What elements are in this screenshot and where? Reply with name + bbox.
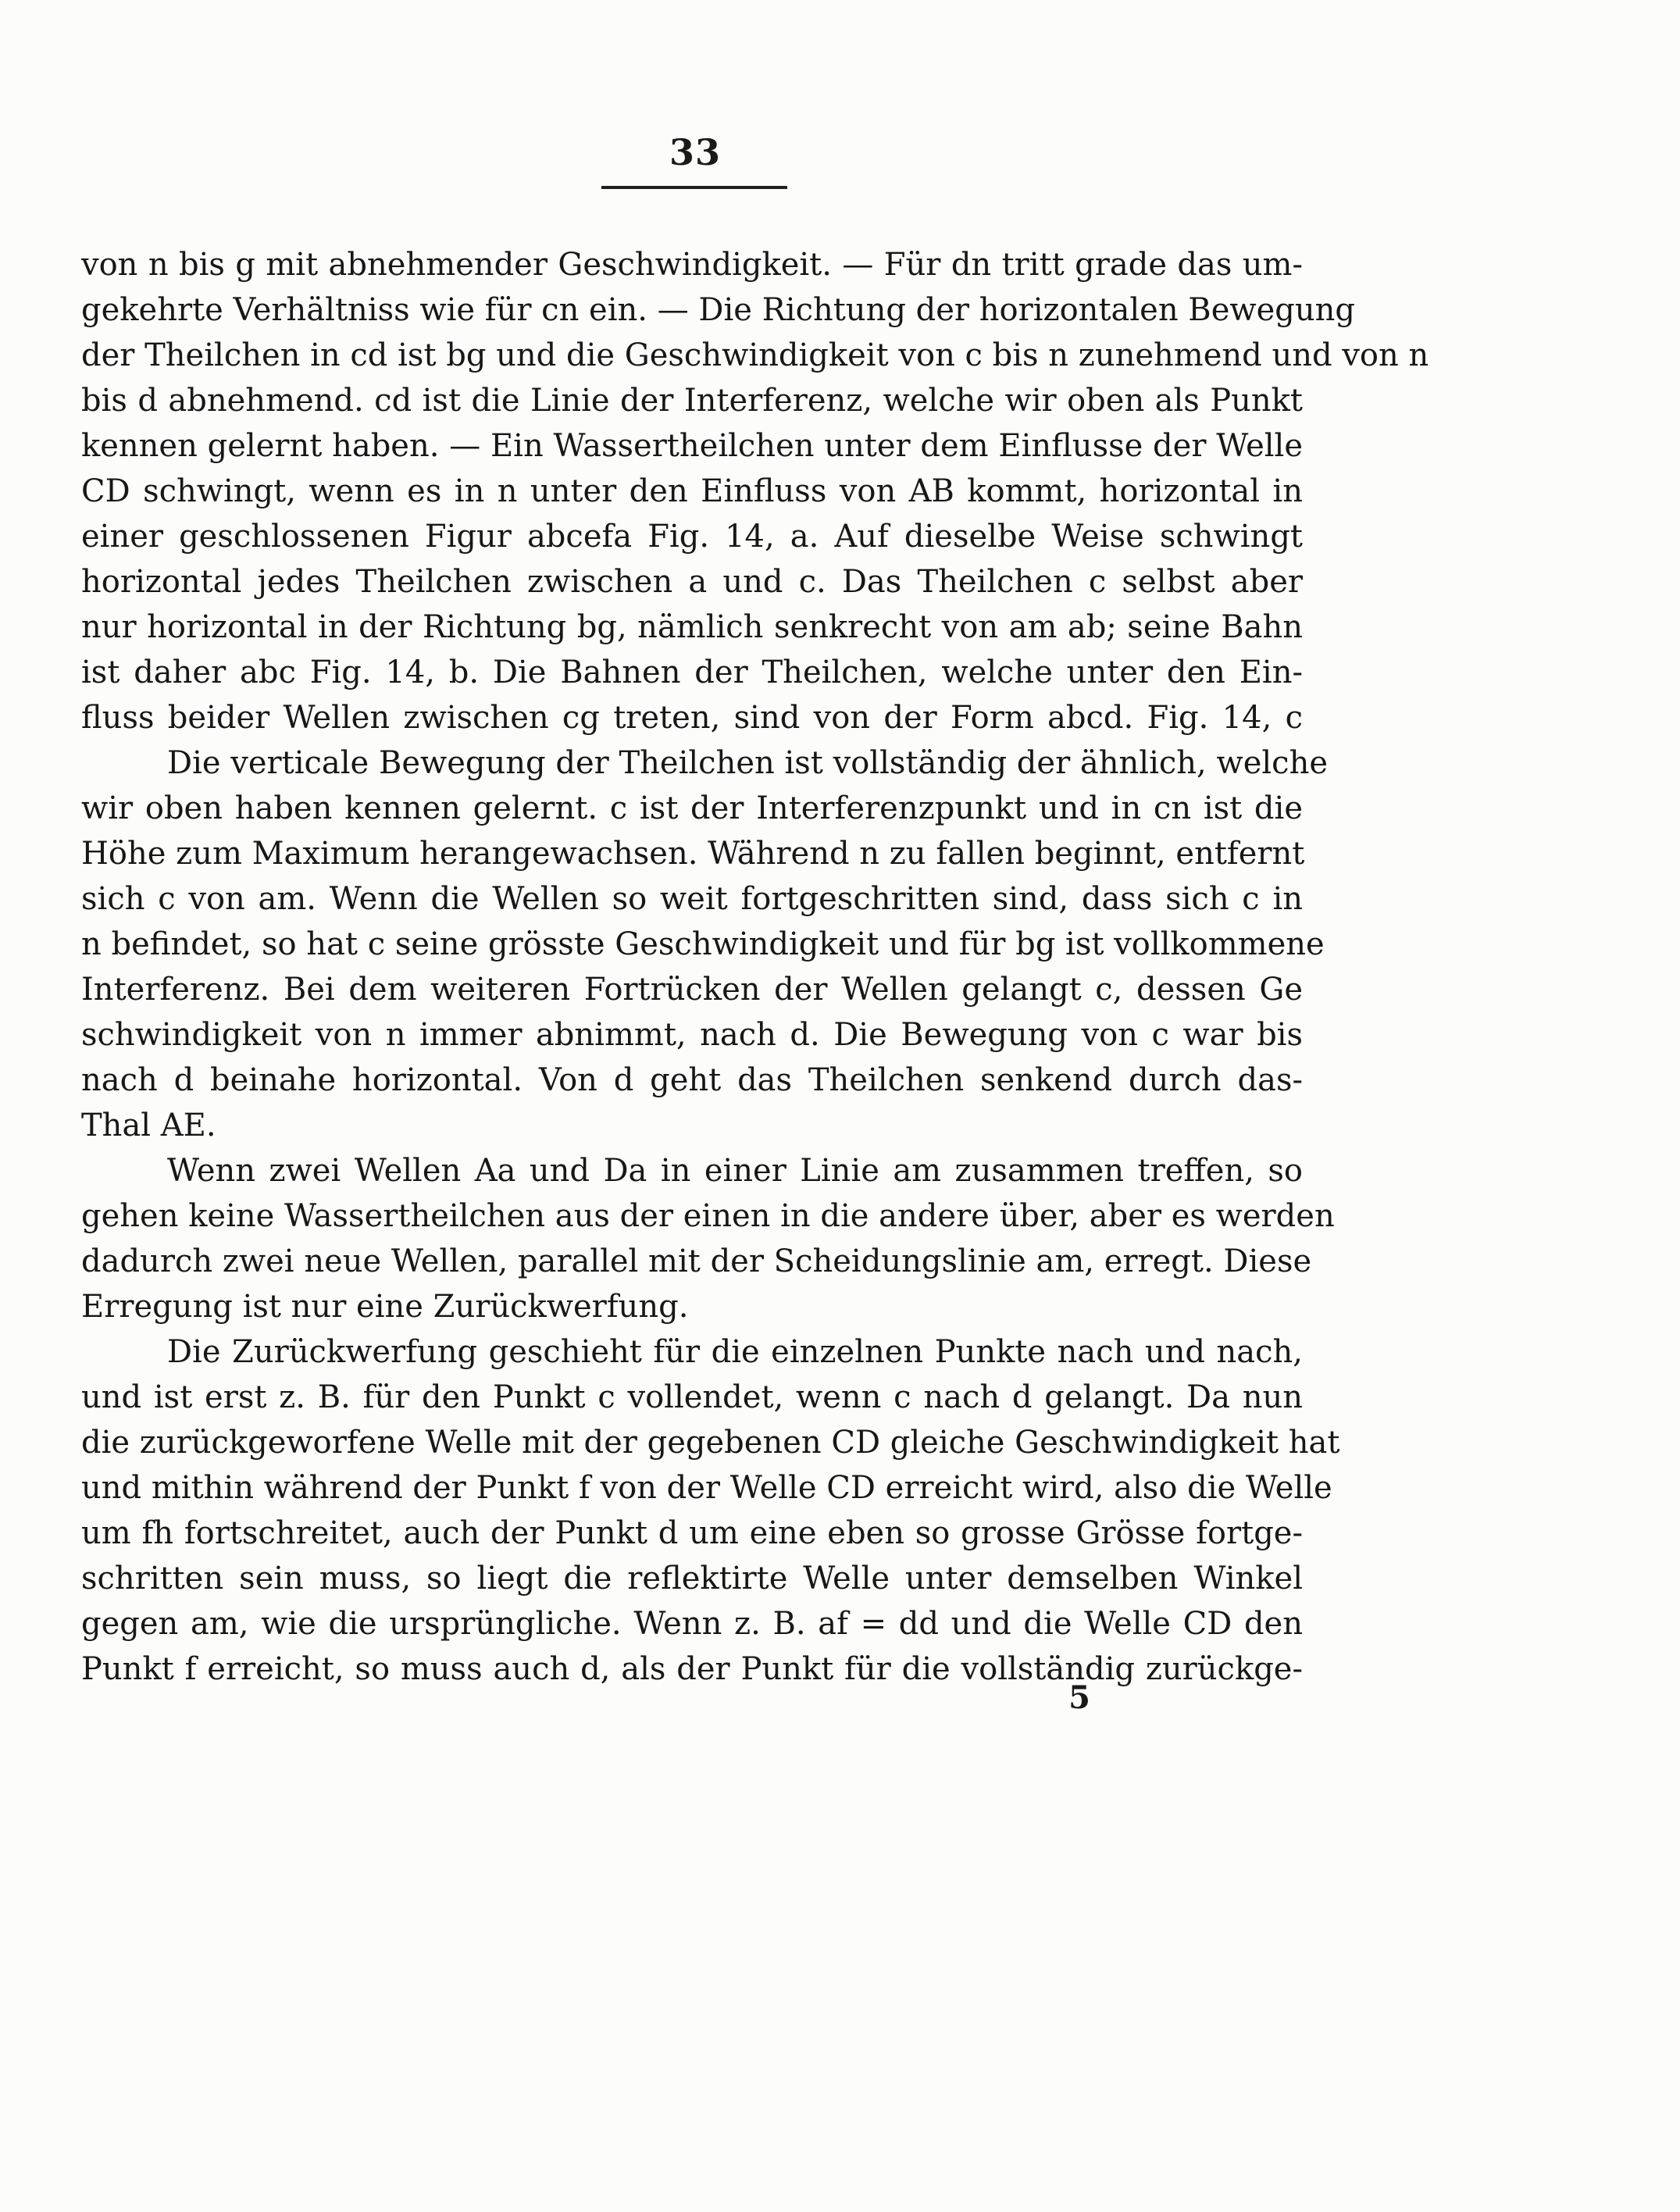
paragraph-end-line: Thal AE. <box>81 1108 216 1143</box>
text-line: gehen keine Wassertheilchen aus der einen in die andere über, aber es werden <box>81 1198 1335 1234</box>
text-line: und mithin während der Punkt f von der Welle CD erreicht wird, also die Welle <box>81 1470 1332 1506</box>
signature-mark: 5 <box>1068 1679 1090 1716</box>
text-line: schritten sein muss, so liegt die reflektirte Welle unter demselben Winkel <box>81 1561 1303 1597</box>
text-line: gekehrte Verhältniss wie für cn ein. — Die Richtung der horizontalen Bewegung <box>81 292 1356 328</box>
text-line: horizontal jedes Theilchen zwischen a und c. Das Theilchen c selbst aber <box>81 564 1303 600</box>
text-line: von n bis g mit abnehmender Geschwindigkeit. — Für dn tritt grade das um- <box>81 247 1303 283</box>
text-line: um fh fortschreitet, auch der Punkt d um eine eben so grosse Grösse fortge- <box>81 1515 1303 1551</box>
text-line: gegen am, wie die ursprüngliche. Wenn z. B. af = dd und die Welle CD den <box>81 1606 1303 1642</box>
text-line: nach d beinahe horizontal. Von d geht das Theilchen senkend durch das- <box>81 1062 1303 1098</box>
text-line: CD schwingt, wenn es in n unter den Einfluss von AB kommt, horizontal in <box>81 473 1303 509</box>
text-line: kennen gelernt haben. — Ein Wassertheilchen unter dem Einflusse der Welle <box>81 428 1303 464</box>
text-line: fluss beider Wellen zwischen cg treten, sind von der Form abcd. Fig. 14, c <box>81 700 1303 736</box>
text-line: schwindigkeit von n immer abnimmt, nach d. Die Bewegung von c war bis <box>81 1017 1303 1053</box>
text-line: und ist erst z. B. für den Punkt c vollendet, wenn c nach d gelangt. Da nun <box>81 1379 1303 1415</box>
text-line: einer geschlossenen Figur abcefa Fig. 14, a. Auf dieselbe Weise schwingt <box>81 519 1303 555</box>
paragraph-start-line: Die Zurückwerfung geschieht für die einzelnen Punkte nach und nach, <box>167 1334 1303 1370</box>
text-line: Höhe zum Maximum herangewachsen. Während n zu fallen beginnt, entfernt <box>81 836 1305 872</box>
text-line: sich c von am. Wenn die Wellen so weit fortgeschritten sind, dass sich c in <box>81 881 1303 917</box>
text-line: Interferenz. Bei dem weiteren Fortrücken der Wellen gelangt c, dessen Ge <box>81 972 1303 1008</box>
text-line: bis d abnehmend. cd ist die Linie der Interferenz, welche wir oben als Punkt <box>81 383 1303 419</box>
paragraph-start-line: Wenn zwei Wellen Aa und Da in einer Linie am zusammen treffen, so <box>167 1153 1303 1189</box>
text-line: wir oben haben kennen gelernt. c ist der Interferenzpunkt und in cn ist die <box>81 790 1303 826</box>
paragraph-start-line: Die verticale Bewegung der Theilchen ist vollständig der ähnlich, welche <box>167 745 1328 781</box>
page-number: 33 <box>669 131 721 173</box>
text-line: dadurch zwei neue Wellen, parallel mit der Scheidungslinie am, erregt. Diese <box>81 1243 1312 1279</box>
text-line: die zurückgeworfene Welle mit der gegebenen CD gleiche Geschwindigkeit hat <box>81 1425 1340 1461</box>
body-text <box>81 242 1429 1692</box>
text-line: Punkt f erreicht, so muss auch d, als der Punkt für die vollständig zurückge- <box>81 1651 1303 1687</box>
text-line: n befindet, so hat c seine grösste Geschwindigkeit und für bg ist vollkommene <box>81 926 1325 962</box>
header-rule <box>601 186 787 189</box>
paragraph-end-line: Erregung ist nur eine Zurückwerfung. <box>81 1289 689 1325</box>
text-line: ist daher abc Fig. 14, b. Die Bahnen der Theilchen, welche unter den Ein- <box>81 655 1303 690</box>
text-line: der Theilchen in cd ist bg und die Geschwindigkeit von c bis n zunehmend und von n <box>81 337 1429 373</box>
text-line: nur horizontal in der Richtung bg, nämlich senkrecht von am ab; seine Bahn <box>81 609 1303 645</box>
